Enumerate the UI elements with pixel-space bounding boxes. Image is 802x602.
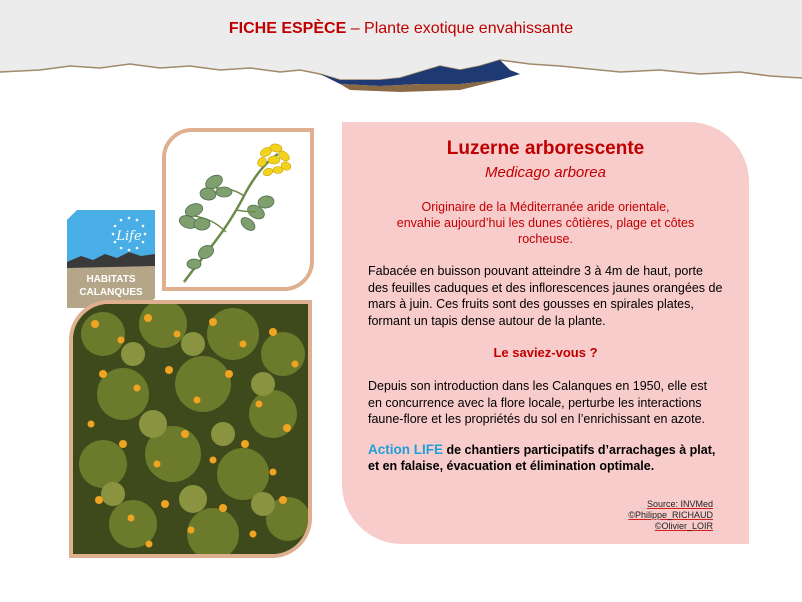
logo-life-text: Life	[116, 229, 142, 244]
credits	[628, 499, 713, 532]
page-title-bold: FICHE ESPÈCE	[228, 20, 347, 37]
species-info-card	[342, 122, 749, 544]
botanical-drawing	[166, 132, 310, 287]
credit-source: Source: INVMed	[646, 499, 713, 509]
plant-photo-frame	[69, 300, 312, 558]
origin-line-3: rocheuse.	[518, 232, 573, 246]
species-origin	[368, 199, 723, 247]
credit-photo-1: ©Philippe_RICHAUD	[628, 510, 713, 520]
page-title	[0, 20, 802, 38]
saviez-vous-title: Le saviez-vous ?	[493, 345, 598, 360]
action-life-paragraph	[368, 442, 723, 475]
action-life-label: Action LIFE	[368, 441, 443, 457]
action-life-text: de chantiers participatifs d’arrachages à plat, et en falaise, évacuation et élimination optimale.	[368, 442, 716, 473]
page-title-rest: – Plante exotique envahissante	[350, 20, 574, 37]
origin-line-1: Originaire de la Méditerranée aride orientale,	[421, 200, 670, 214]
species-latin-name: Medicago arborea	[485, 164, 606, 181]
credit-photo-2: ©Olivier_LOIR	[654, 521, 713, 531]
logo-line2: CALANQUES	[79, 287, 143, 298]
species-name: Luzerne arborescente	[446, 138, 645, 159]
logo-line1: HABITATS	[86, 274, 136, 285]
botanical-drawing-frame	[162, 128, 314, 291]
header-banner	[0, 0, 802, 100]
origin-line-2: envahie aujourd’hui les dunes côtières, plage et côtes	[396, 216, 695, 230]
life-habitats-calanques-logo	[67, 210, 155, 310]
species-description: Fabacée en buisson pouvant atteindre 3 à 4m de haut, porte des feuilles caduques et des inflorescences jaunes orangées de mars à juin. Ces fruits sont des gousses en spirales plates, formant un tapis dense autour de la plante.	[368, 264, 723, 328]
saviez-vous-text: Depuis son introduction dans les Calanques en 1950, elle est en concurrence avec la flore locale, perturbe les interactions faune-flore et les propriétés du sol en l’enrichissant en azote.	[368, 379, 708, 426]
plant-photo	[73, 304, 308, 554]
